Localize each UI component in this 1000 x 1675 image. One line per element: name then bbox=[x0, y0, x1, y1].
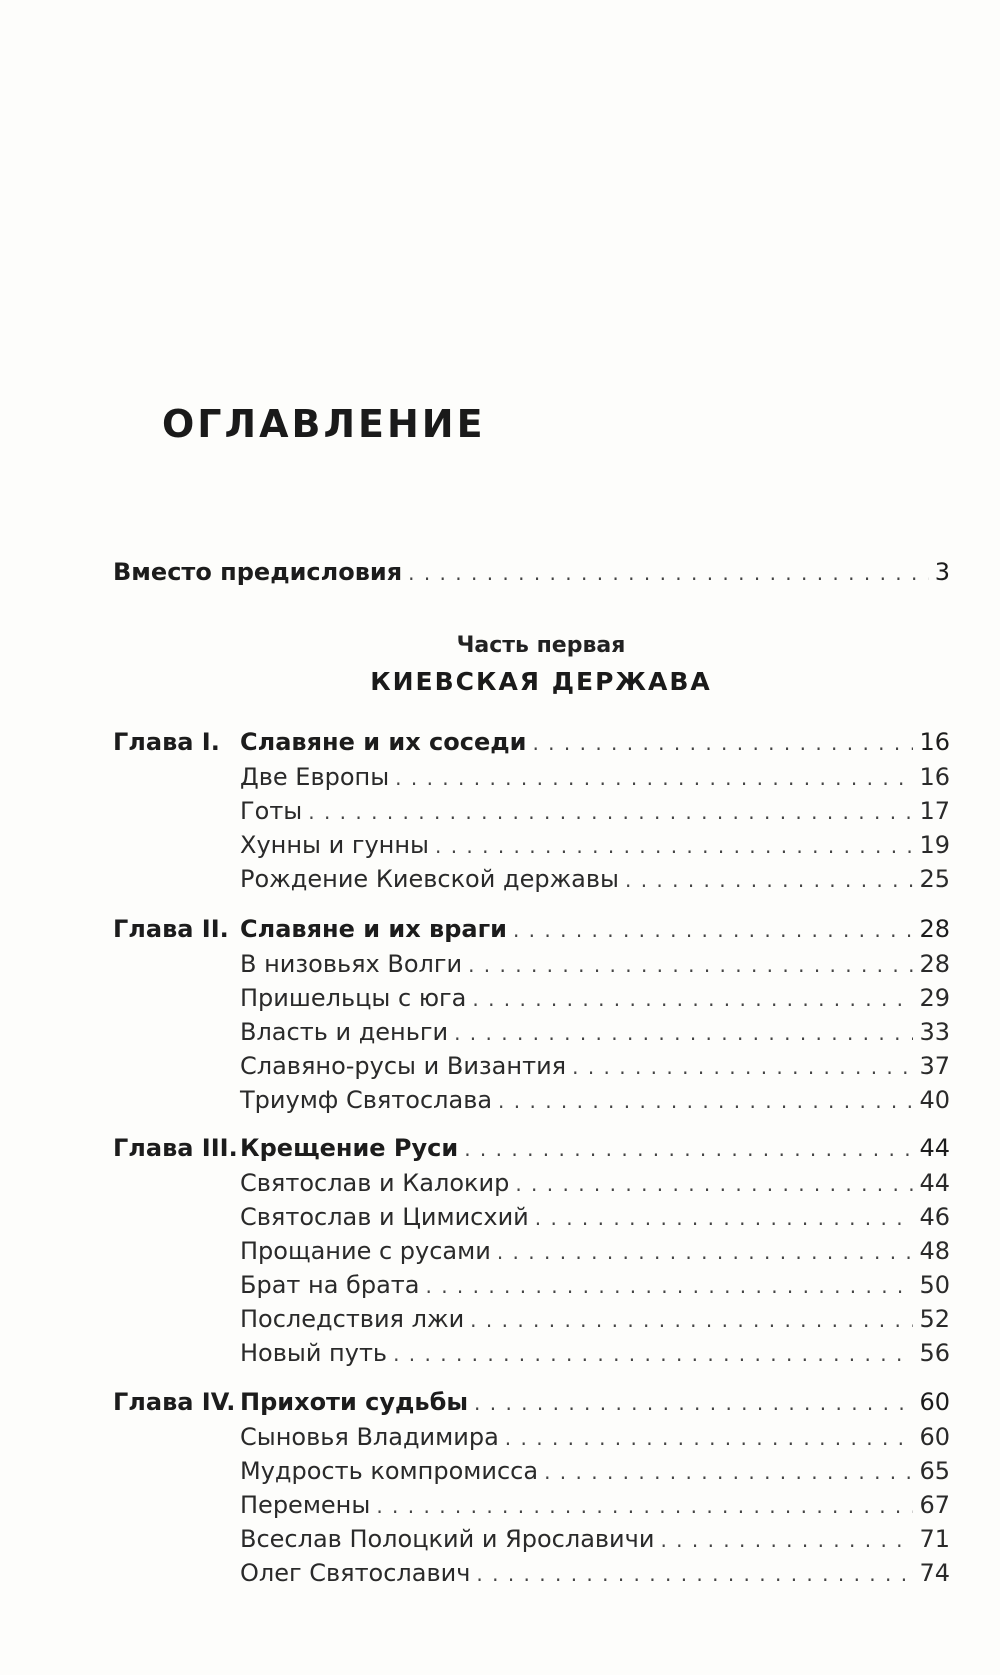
section-title: Прощание с русами bbox=[240, 1237, 491, 1265]
toc-section[interactable] bbox=[240, 1558, 950, 1589]
section-title: Последствия лжи bbox=[240, 1305, 465, 1333]
toc-section[interactable] bbox=[240, 864, 950, 895]
dot-leader bbox=[535, 1203, 914, 1233]
dot-leader bbox=[497, 1237, 914, 1267]
dot-leader bbox=[468, 950, 913, 980]
dot-leader bbox=[515, 1169, 913, 1199]
dot-leader bbox=[505, 1423, 914, 1453]
page-number: 71 bbox=[919, 1525, 950, 1553]
dot-leader bbox=[472, 984, 913, 1014]
toc-section[interactable] bbox=[240, 1168, 950, 1199]
page-number: 65 bbox=[919, 1457, 950, 1485]
section-title: Две Европы bbox=[240, 763, 390, 791]
dot-leader bbox=[513, 915, 914, 945]
page-number: 17 bbox=[919, 797, 950, 825]
chapter-title: Крещение Руси bbox=[240, 1134, 459, 1162]
page-number: 28 bbox=[919, 950, 950, 978]
toc-section[interactable] bbox=[240, 830, 950, 861]
toc-section[interactable] bbox=[240, 796, 950, 827]
section-title: Новый путь bbox=[240, 1339, 388, 1367]
page-number: 44 bbox=[919, 1169, 950, 1197]
toc-heading: ОГЛАВЛЕНИЕ bbox=[162, 402, 486, 446]
toc-entry-intro[interactable] bbox=[113, 557, 950, 588]
page-number: 3 bbox=[934, 558, 950, 586]
dot-leader bbox=[393, 1339, 913, 1369]
page-number: 28 bbox=[919, 915, 950, 943]
entry-title: Вместо предисловия bbox=[113, 558, 403, 586]
section-title: Брат на брата bbox=[240, 1271, 420, 1299]
section-title: В низовьях Волги bbox=[240, 950, 463, 978]
section-title: Славяно-русы и Византия bbox=[240, 1052, 567, 1080]
dot-leader bbox=[470, 1305, 913, 1335]
page-number: 48 bbox=[919, 1237, 950, 1265]
toc-chapter-3[interactable] bbox=[113, 1133, 950, 1164]
section-title: Хунны и гунны bbox=[240, 831, 429, 859]
toc-section[interactable] bbox=[240, 1085, 950, 1116]
page-number: 67 bbox=[919, 1491, 950, 1519]
page-number: 33 bbox=[919, 1018, 950, 1046]
toc-section[interactable] bbox=[240, 762, 950, 793]
page-number: 52 bbox=[919, 1305, 950, 1333]
toc-section[interactable] bbox=[240, 1338, 950, 1369]
page-number: 19 bbox=[919, 831, 950, 859]
chapter-number: Глава III. bbox=[113, 1134, 238, 1162]
section-title: Рождение Киевской державы bbox=[240, 865, 619, 893]
page-number: 16 bbox=[919, 728, 950, 756]
dot-leader bbox=[425, 1271, 913, 1301]
page-number: 44 bbox=[919, 1134, 950, 1162]
page-number: 74 bbox=[919, 1559, 950, 1587]
dot-leader bbox=[544, 1457, 913, 1487]
toc-chapter-2[interactable] bbox=[113, 914, 950, 945]
toc-section[interactable] bbox=[240, 1051, 950, 1082]
dot-leader bbox=[474, 1388, 913, 1418]
part-title: КИЕВСКАЯ ДЕРЖАВА bbox=[370, 667, 712, 696]
page-number: 40 bbox=[919, 1086, 950, 1114]
dot-leader bbox=[376, 1491, 913, 1521]
toc-section[interactable] bbox=[240, 949, 950, 980]
section-title: Пришельцы с юга bbox=[240, 984, 467, 1012]
section-title: Сыновья Владимира bbox=[240, 1423, 499, 1451]
page-number: 37 bbox=[919, 1052, 950, 1080]
section-title: Святослав и Калокир bbox=[240, 1169, 510, 1197]
toc-section[interactable] bbox=[240, 1202, 950, 1233]
toc-section[interactable] bbox=[240, 1456, 950, 1487]
dot-leader bbox=[572, 1052, 913, 1082]
dot-leader bbox=[395, 763, 913, 793]
toc-section[interactable] bbox=[240, 1270, 950, 1301]
page-number: 16 bbox=[919, 763, 950, 791]
part-label: Часть первая bbox=[456, 633, 626, 658]
section-title: Триумф Святослава bbox=[240, 1086, 493, 1114]
page-number: 29 bbox=[919, 984, 950, 1012]
section-title: Всеслав Полоцкий и Ярославичи bbox=[240, 1525, 655, 1553]
page-number: 50 bbox=[919, 1271, 950, 1299]
page-number: 56 bbox=[919, 1339, 950, 1367]
section-title: Власть и деньги bbox=[240, 1018, 449, 1046]
section-title: Олег Святославич bbox=[240, 1559, 471, 1587]
chapter-number: Глава IV. bbox=[113, 1388, 236, 1416]
toc-section[interactable] bbox=[240, 1490, 950, 1521]
page-number: 46 bbox=[919, 1203, 950, 1231]
dot-leader bbox=[498, 1086, 913, 1116]
toc-section[interactable] bbox=[240, 1304, 950, 1335]
section-title: Мудрость компромисса bbox=[240, 1457, 539, 1485]
toc-section[interactable] bbox=[240, 1524, 950, 1555]
chapter-title: Славяне и их соседи bbox=[240, 728, 527, 756]
dot-leader bbox=[532, 728, 913, 758]
page-number: 25 bbox=[919, 865, 950, 893]
page-number: 60 bbox=[919, 1388, 950, 1416]
chapter-title: Прихоти судьбы bbox=[240, 1388, 469, 1416]
toc-section[interactable] bbox=[240, 1017, 950, 1048]
toc-section[interactable] bbox=[240, 983, 950, 1014]
toc-section[interactable] bbox=[240, 1422, 950, 1453]
dot-leader bbox=[454, 1018, 913, 1048]
page-number: 60 bbox=[919, 1423, 950, 1451]
dot-leader bbox=[408, 558, 929, 588]
section-title: Готы bbox=[240, 797, 303, 825]
dot-leader bbox=[464, 1134, 913, 1164]
dot-leader bbox=[660, 1525, 913, 1555]
chapter-title: Славяне и их враги bbox=[240, 915, 507, 943]
dot-leader bbox=[435, 831, 913, 861]
dot-leader bbox=[308, 797, 913, 827]
toc-chapter-1[interactable] bbox=[113, 727, 950, 758]
dot-leader bbox=[625, 865, 913, 895]
toc-chapter-4[interactable] bbox=[113, 1387, 950, 1418]
dot-leader bbox=[476, 1559, 913, 1589]
section-title: Святослав и Цимисхий bbox=[240, 1203, 529, 1231]
section-title: Перемены bbox=[240, 1491, 371, 1519]
chapter-number: Глава II. bbox=[113, 915, 229, 943]
toc-section[interactable] bbox=[240, 1236, 950, 1267]
chapter-number: Глава I. bbox=[113, 728, 220, 756]
